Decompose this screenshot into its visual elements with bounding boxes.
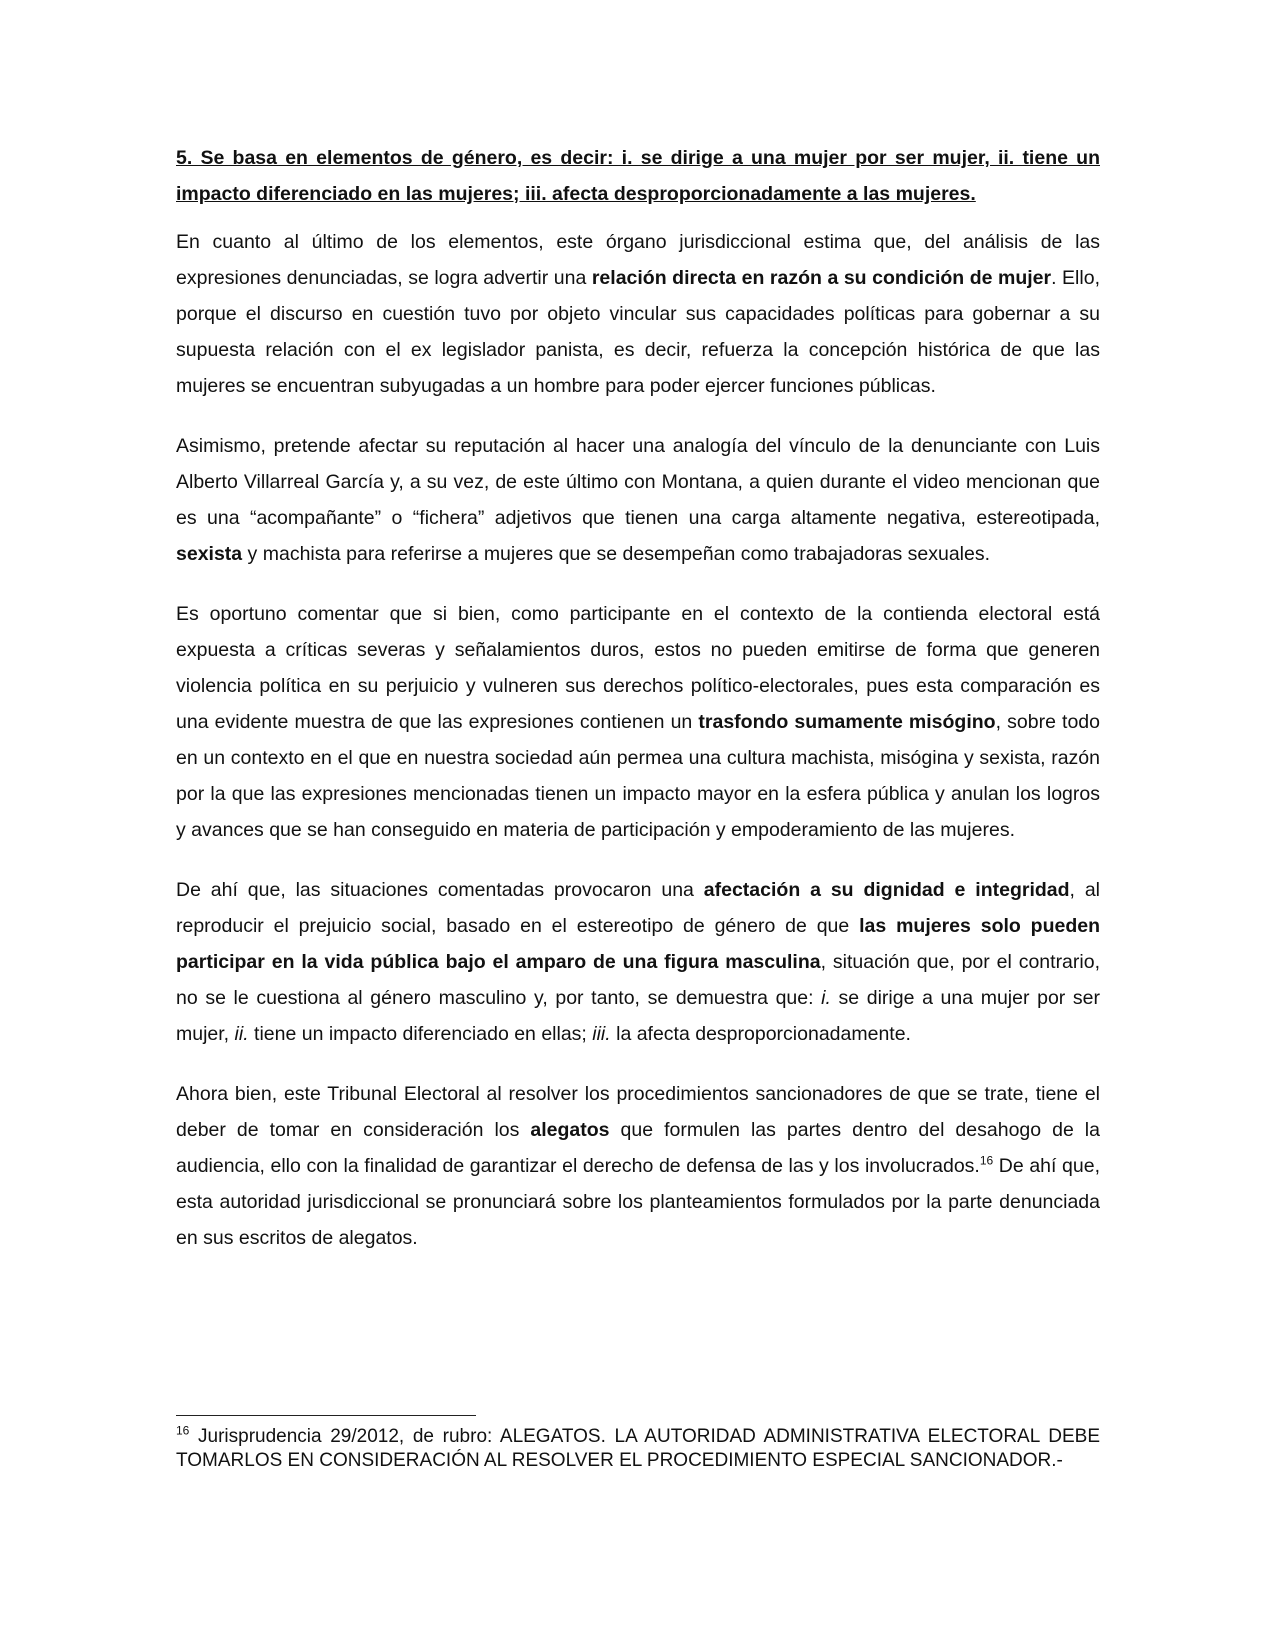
paragraph-5 xyxy=(176,1076,1100,1256)
document-page xyxy=(176,140,1100,1280)
paragraph-1-text-b: . Ello, porque el discurso en cuestión tuvo por objeto vincular sus capacidades políticas para gobernar a su supuesta relación con el ex legislador panista, es decir, refuerza la concepción histórica de que las mujeres se encuentran subyugadas a un hombre para poder ejercer funciones públicas. xyxy=(176,267,1100,397)
paragraph-4 xyxy=(176,872,1100,1052)
paragraph-1-bold-a: relación directa en razón a su condición de mujer xyxy=(591,267,1052,289)
footnote-number: 16 xyxy=(176,1423,190,1438)
paragraph-4-italic-c: iii. xyxy=(592,1023,611,1045)
paragraph-4-text-a: De ahí que, las situaciones comentadas provocaron una xyxy=(176,879,704,901)
paragraph-1-text-a: En cuanto al último de los elementos, este órgano jurisdiccional estima que, del análisis de las expresiones denunciadas, se logra advertir una xyxy=(176,231,1100,289)
footnote-text: Jurisprudencia 29/2012, de rubro: ALEGATOS. LA AUTORIDAD ADMINISTRATIVA ELECTORAL DEBE TOMARLOS EN CONSIDERACIÓN AL RESOLVER EL PROCEDIMIENTO ESPECIAL SANCIONADOR.- xyxy=(176,1426,1100,1471)
paragraph-3-bold-a: trasfondo sumamente misógino xyxy=(698,711,996,733)
paragraph-5-text-a: Ahora bien, este Tribunal Electoral al resolver los procedimientos sancionadores de que se trate, tiene el deber de tomar en consideración los xyxy=(176,1083,1100,1141)
paragraph-5-text-b: que formulen las partes dentro del desahogo de la audiencia, ello con la finalidad de garantizar el derecho de defensa de las y los involucrados. xyxy=(176,1119,1100,1177)
paragraph-3-text-a: Es oportuno comentar que si bien, como participante en el contexto de la contienda electoral está expuesta a críticas severas y señalamientos duros, estos no pueden emitirse de forma que generen violencia política en su perjuicio y vulneren sus derechos político-electorales, pues esta comparación es una evidente muestra de que las expresiones contienen un xyxy=(176,603,1100,733)
paragraph-1 xyxy=(176,224,1100,404)
footnote-reference[interactable]: 16 xyxy=(979,1153,994,1168)
paragraph-4-text-f: la afecta desproporcionadamente. xyxy=(610,1023,911,1045)
paragraph-2-text-b: y machista para referirse a mujeres que se desempeñan como trabajadoras sexuales. xyxy=(242,543,991,565)
paragraph-4-text-b: , al reproducir el prejuicio social, basado en el estereotipo de género de que xyxy=(176,879,1100,937)
footnote-divider xyxy=(176,1415,476,1416)
paragraph-4-text-d: se dirige a una mujer por ser mujer, xyxy=(176,987,1101,1045)
paragraph-2 xyxy=(176,428,1100,572)
paragraph-4-bold-b: las mujeres solo pueden participar en la vida pública bajo el amparo de una figura masculina xyxy=(176,915,1101,973)
paragraph-3 xyxy=(176,596,1100,848)
section-heading: 5. Se basa en elementos de género, es decir: i. se dirige a una mujer por ser mujer, ii. tiene un impacto diferenciado en las mujeres; iii. afecta desproporcionadamente a las mujeres. xyxy=(176,147,1100,205)
paragraph-4-text-e: tiene un impacto diferenciado en ellas; xyxy=(248,1023,593,1045)
paragraph-5-text-c: De ahí que, esta autoridad jurisdiccional se pronunciará sobre los planteamientos formulados por la parte denunciada en sus escritos de alegatos. xyxy=(176,1155,1100,1249)
paragraph-4-italic-a: i. xyxy=(821,987,831,1009)
paragraph-5-bold-a: alegatos xyxy=(530,1119,610,1141)
paragraph-4-italic-b: ii. xyxy=(234,1023,249,1045)
paragraph-2-bold-a: sexista xyxy=(176,543,243,565)
paragraph-4-text-c: , situación que, por el contrario, no se le cuestiona al género masculino y, por tanto, se demuestra que: xyxy=(176,951,1100,1009)
paragraph-4-bold-a: afectación a su dignidad e integridad xyxy=(703,879,1070,901)
paragraph-2-text-a: Asimismo, pretende afectar su reputación al hacer una analogía del vínculo de la denunciante con Luis Alberto Villarreal García y, a su vez, de este último con Montana, a quien durante el video mencionan que es una “acompañante” o “fichera” adjetivos que tienen una carga altamente negativa, estereotipada, xyxy=(176,435,1100,529)
footnote xyxy=(176,1425,1100,1473)
paragraph-3-text-b: , sobre todo en un contexto en el que en nuestra sociedad aún permea una cultura machista, misógina y sexista, razón por la que las expresiones mencionadas tienen un impacto mayor en la esfera pública y anulan los logros y avances que se han conseguido en materia de participación y empoderamiento de las mujeres. xyxy=(176,711,1100,841)
